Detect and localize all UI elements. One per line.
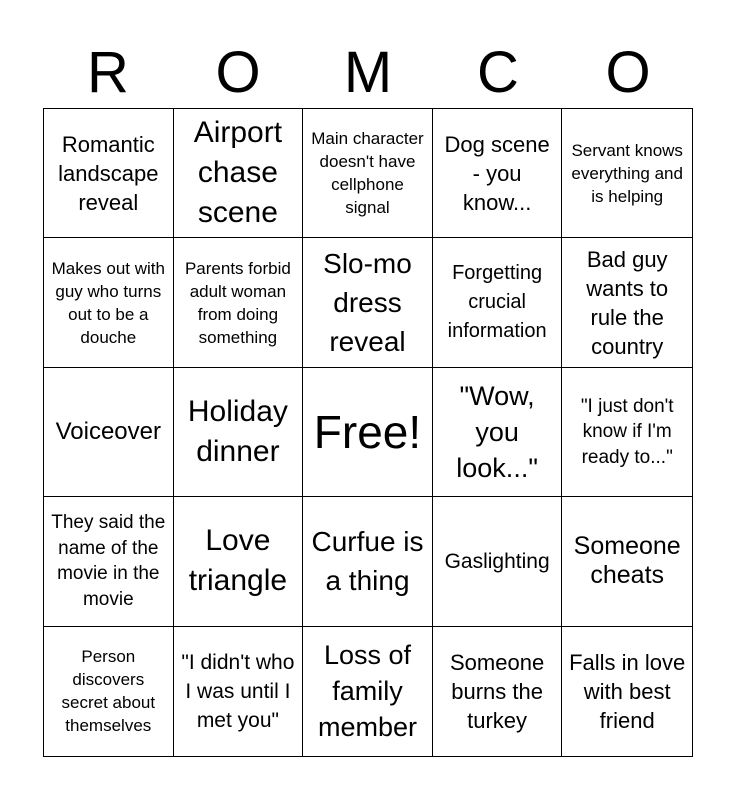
cell-text: Loss of family member bbox=[317, 640, 417, 743]
cell-text: Romantic landscape reveal bbox=[58, 131, 159, 215]
cell-text: Parents forbid adult woman from doing something bbox=[184, 258, 291, 347]
bingo-cell-r2c4[interactable] bbox=[433, 238, 563, 367]
bingo-cell-r4c5[interactable] bbox=[562, 497, 692, 626]
bingo-cell-r5c1[interactable] bbox=[44, 627, 174, 756]
cell-text: "Wow, you look..." bbox=[456, 380, 538, 483]
cell-text: Makes out with guy who turns out to be a douche bbox=[51, 258, 165, 347]
bingo-cell-r3c5[interactable] bbox=[562, 368, 692, 497]
header-letter-m: M bbox=[343, 40, 393, 105]
cell-text: Servant knows everything and is helping bbox=[571, 140, 683, 206]
bingo-cell-r4c2[interactable] bbox=[174, 497, 304, 626]
cell-text: "I didn't who I was until I met you" bbox=[181, 650, 295, 732]
cell-text: Gaslighting bbox=[444, 549, 550, 573]
header-letter-o: O bbox=[215, 40, 261, 105]
bingo-cell-r4c1[interactable] bbox=[44, 497, 174, 626]
header-letter-o-2: O bbox=[605, 40, 651, 105]
bingo-cell-r5c2[interactable] bbox=[174, 627, 304, 756]
cell-text: Main character doesn't have cellphone signal bbox=[311, 129, 424, 218]
cell-text: Slo-mo dress reveal bbox=[323, 248, 412, 358]
bingo-cell-r1c3[interactable] bbox=[303, 109, 433, 238]
bingo-cell-r3c2[interactable] bbox=[174, 368, 304, 497]
header-letter-c: C bbox=[477, 40, 519, 105]
bingo-cell-r2c2[interactable] bbox=[174, 238, 304, 367]
bingo-cell-r1c5[interactable] bbox=[562, 109, 692, 238]
bingo-cell-r4c4[interactable] bbox=[433, 497, 563, 626]
cell-text: Holiday dinner bbox=[187, 394, 288, 468]
bingo-cell-r3c3[interactable] bbox=[303, 368, 433, 497]
bingo-cell-r1c2[interactable] bbox=[174, 109, 304, 238]
bingo-cell-r2c1[interactable] bbox=[44, 238, 174, 367]
cell-text: Airport chase scene bbox=[193, 116, 283, 230]
cell-text: Bad guy wants to rule the country bbox=[586, 246, 669, 359]
bingo-board bbox=[43, 108, 693, 757]
bingo-cell-r3c1[interactable] bbox=[44, 368, 174, 497]
cell-text: Love triangle bbox=[188, 524, 288, 598]
bingo-cell-r3c4[interactable] bbox=[433, 368, 563, 497]
bingo-cell-r5c5[interactable] bbox=[562, 627, 692, 756]
cell-text: Person discovers secret about themselves bbox=[61, 647, 156, 736]
bingo-header bbox=[43, 38, 693, 108]
cell-text: Someone cheats bbox=[573, 532, 681, 590]
bingo-cell-r4c3[interactable] bbox=[303, 497, 433, 626]
cell-text: Someone burns the turkey bbox=[450, 649, 545, 733]
bingo-cell-r5c3[interactable] bbox=[303, 627, 433, 756]
free-space-text: Free! bbox=[313, 405, 422, 458]
bingo-cell-r1c4[interactable] bbox=[433, 109, 563, 238]
cell-text: They said the name of the movie in the movie bbox=[51, 512, 166, 610]
bingo-cell-r2c3[interactable] bbox=[303, 238, 433, 367]
cell-text: Voiceover bbox=[55, 418, 161, 446]
bingo-cell-r1c1[interactable] bbox=[44, 109, 174, 238]
header-letter-r: R bbox=[87, 40, 129, 105]
cell-text: Falls in love with best friend bbox=[569, 649, 686, 733]
bingo-cell-r2c5[interactable] bbox=[562, 238, 692, 367]
cell-text: Forgetting crucial information bbox=[447, 262, 547, 343]
cell-text: Dog scene - you know... bbox=[444, 131, 550, 215]
bingo-cell-r5c4[interactable] bbox=[433, 627, 563, 756]
cell-text: "I just don't know if I'm ready to..." bbox=[580, 395, 674, 468]
cell-text: Curfue is a thing bbox=[311, 526, 424, 597]
